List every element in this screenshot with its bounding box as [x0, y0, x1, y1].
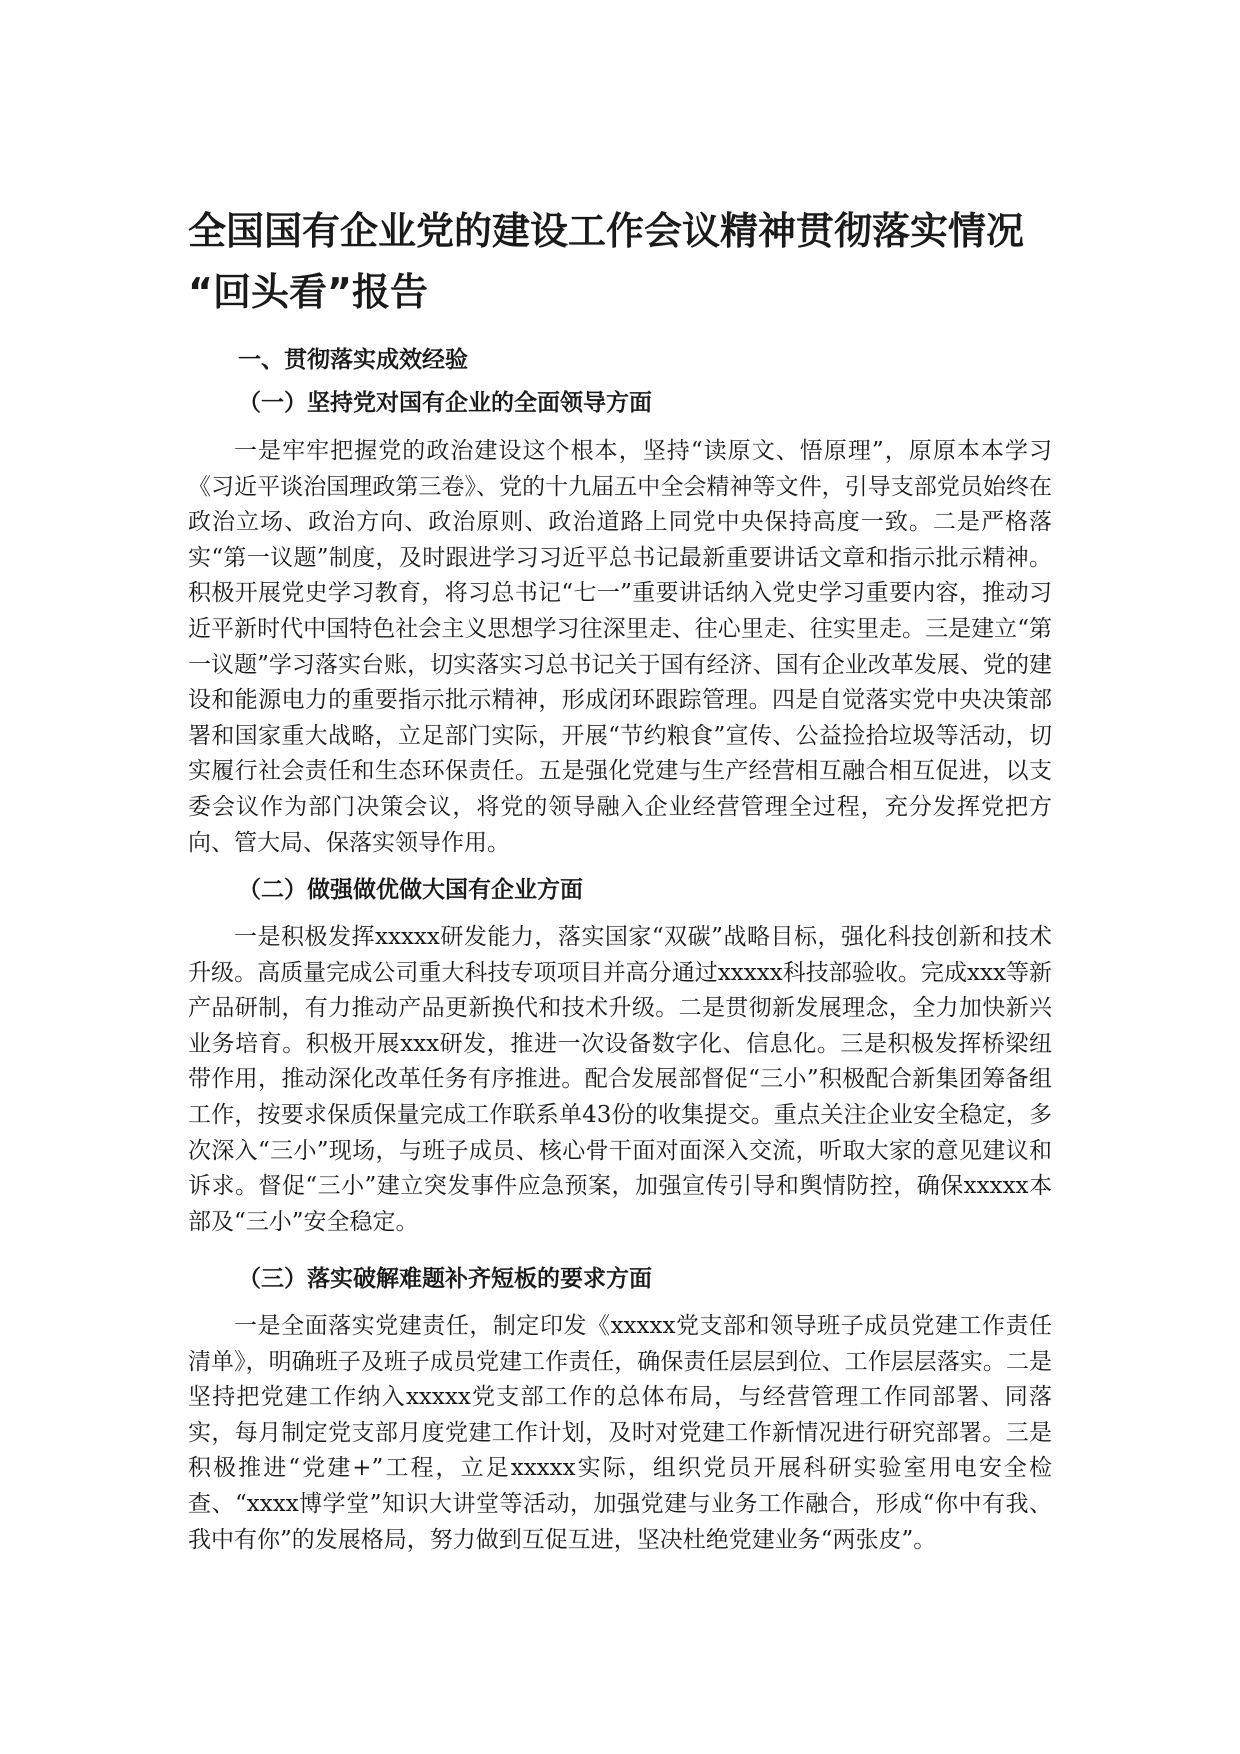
subsection-heading-2: （二）做强做优做大国有企业方面: [238, 876, 583, 903]
subsection-body-3: 一是全面落实党建责任，制定印发《xxxxx党支部和领导班子成员党建工作责任清单》，明确班子及班子成员党建工作责任，确保责任层层到位、工作层层落实。二是坚持把党建工作纳入xxxxx党支部工作的总体布局，与经营管理工作同部署、同落实，每月制定党支部月度党建工作计划，及时对党建工作新情况进行研究部署。三是积极推进“党建+”工程，立足xxxxx实际，组织党员开展科研实验室用电安全检查、“xxxx博学堂”知识大讲堂等活动，加强党建与业务工作融合，形成“你中有我、我中有你”的发展格局，努力做到互促互进，坚决杜绝党建业务“两张皮”。: [188, 1313, 1052, 1553]
document-title-line-2: “回头看”报告: [188, 270, 428, 314]
subsection-body-2: 一是积极发挥xxxxx研发能力，落实国家“双碳”战略目标，强化科技创新和技术升级。高质量完成公司重大科技专项项目并高分通过xxxxx科技部验收。完成xxx等新产品研制，有力推动产品更新换代和技术升级。二是贯彻新发展理念，全力加快新兴业务培育。积极开展xxx研发，推进一次设备数字化、信息化。三是积极发挥桥梁纽带作用，推动深化改革任务有序推进。配合发展部督促“三小”积极配合新集团筹备组工作，按要求保质保量完成工作联系单43份的收集提交。重点关注企业安全稳定，多次深入“三小”现场，与班子成员、核心骨干面对面深入交流，听取大家的意见建议和诉求。督促“三小”建立突发事件应急预案，加强宣传引导和舆情防控，确保xxxxx本部及“三小”安全稳定。: [188, 924, 1052, 1235]
subsection-heading-3: （三）落实破解难题补齐短板的要求方面: [238, 1265, 652, 1292]
section-heading-1: 一、贯彻落实成效经验: [238, 347, 468, 373]
subsection-body-1: 一是牢牢把握党的政治建设这个根本，坚持“读原文、悟原理”，原原本本学习《习近平谈治国理政第三卷》、党的十九届五中全会精神等文件，引导支部党员始终在政治立场、政治方向、政治原则、政治道路上同党中央保持高度一致。二是严格落实“第一议题”制度，及时跟进学习习近平总书记最新重要讲话文章和指示批示精神。积极开展党史学习教育，将习总书记“七一”重要讲话纳入党史学习重要内容，推动习近平新时代中国特色社会主义思想学习往深里走、往心里走、往实里走。三是建立“第一议题”学习落实台账，切实落实习总书记关于国有经济、国有企业改革发展、党的建设和能源电力的重要指示批示精神，形成闭环跟踪管理。四是自觉落实党中央决策部署和国家重大战略，立足部门实际，开展“节约粮食”宣传、公益捡拾垃圾等活动，切实履行社会责任和生态环保责任。五是强化党建与生产经营相互融合相互促进，以支委会议作为部门决策会议，将党的领导融入企业经营管理全过程，充分发挥党把方向、管大局、保落实领导作用。: [188, 438, 1052, 856]
subsection-heading-1: （一）坚持党对国有企业的全面领导方面: [238, 389, 652, 416]
document-title-line-1: 全国国有企业党的建设工作会议精神贯彻落实情况: [188, 209, 1025, 253]
